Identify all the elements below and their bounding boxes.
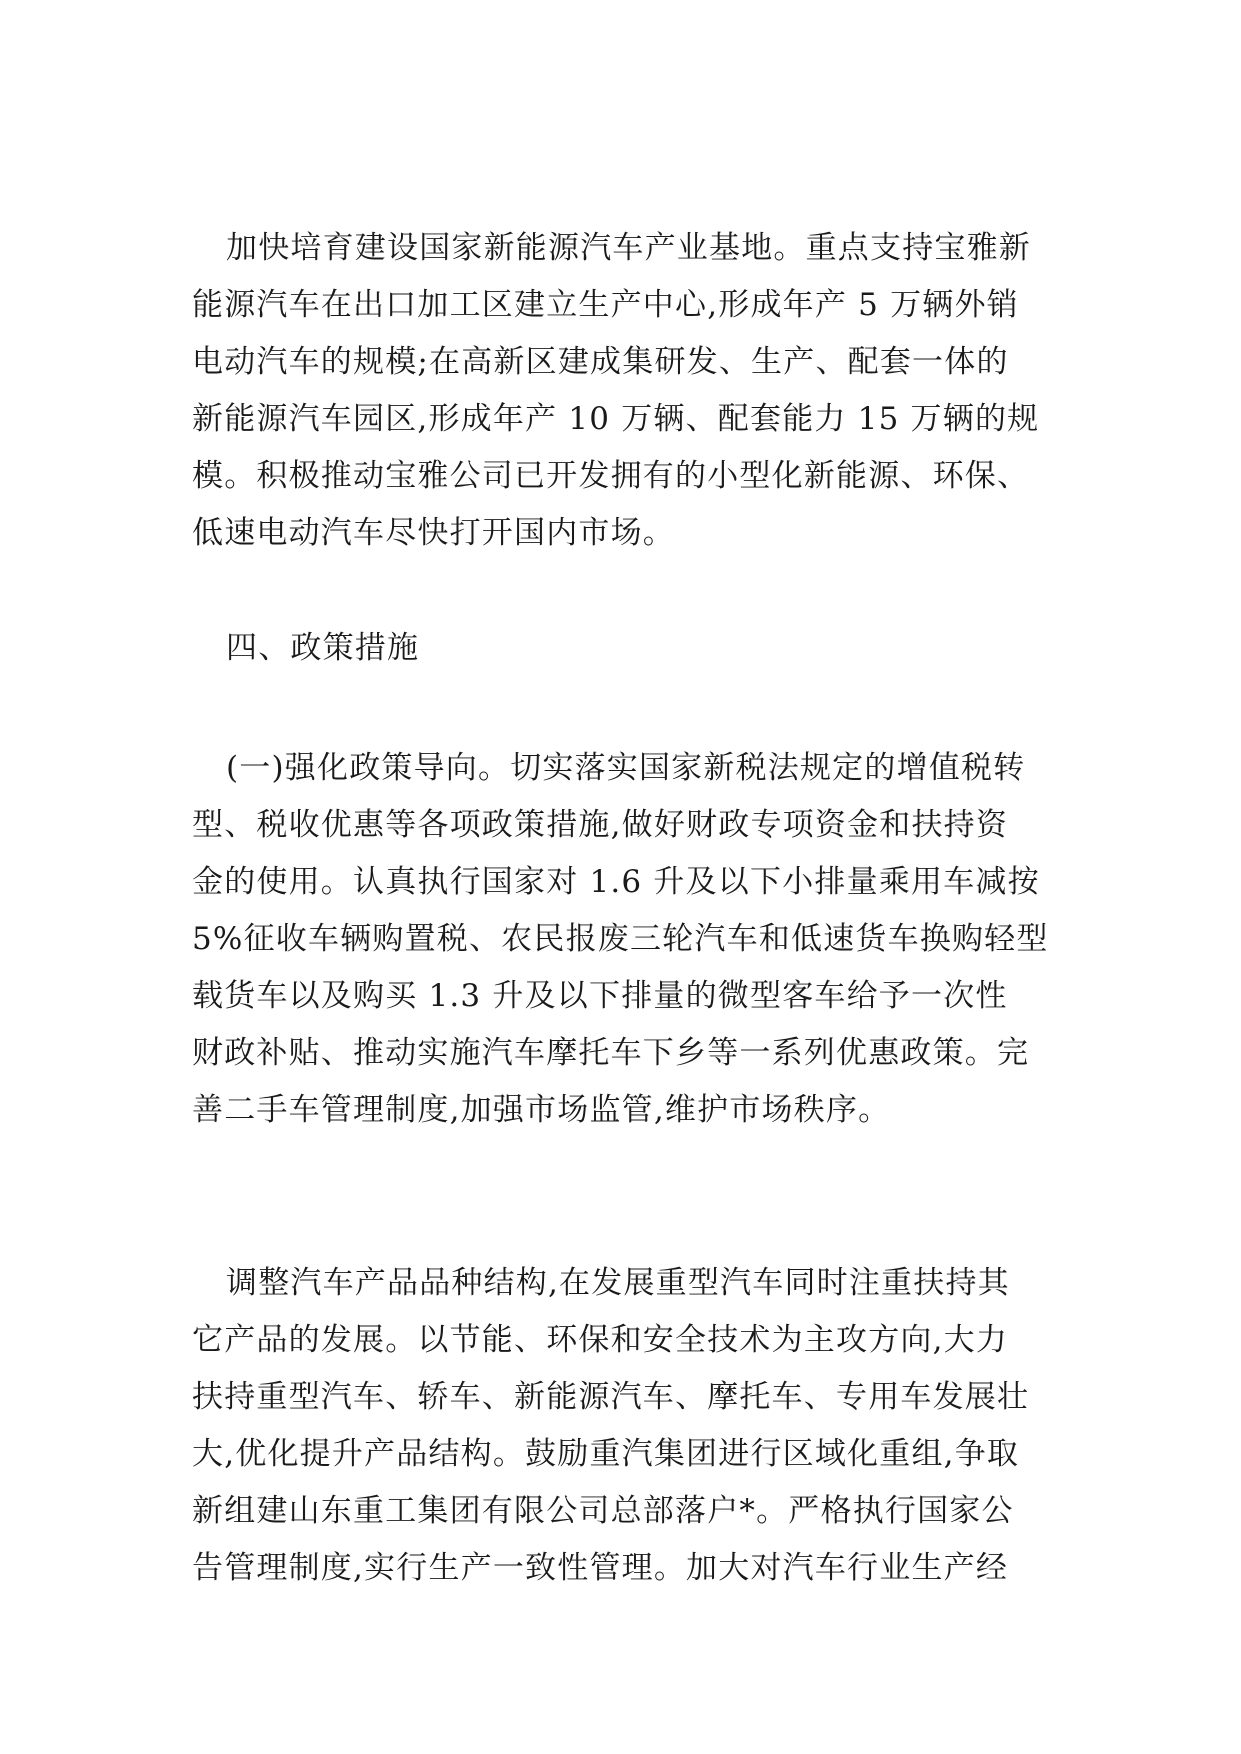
- text-line: 模。积极推动宝雅公司已开发拥有的小型化新能源、环保、: [192, 458, 1030, 494]
- section-heading-policy-measures: [192, 620, 1052, 677]
- paragraph-policy-guidance: [192, 740, 1052, 1139]
- text-line: 金的使用。认真执行国家对 1.6 升及以下小排量乘用车减按: [192, 864, 1040, 900]
- text-line: 扶持重型汽车、轿车、新能源汽车、摩托车、专用车发展壮: [192, 1379, 1030, 1415]
- text-line: 财政补贴、推动实施汽车摩托车下乡等一系列优惠政策。完: [192, 1035, 1030, 1071]
- text-line: 新能源汽车园区,形成年产 10 万辆、配套能力 15 万辆的规: [192, 401, 1040, 437]
- heading-text: 四、政策措施: [226, 630, 420, 666]
- text-line: 加快培育建设国家新能源汽车产业基地。重点支持宝雅新: [226, 230, 1031, 266]
- text-line: 善二手车管理制度,加强市场监管,维护市场秩序。: [192, 1092, 891, 1128]
- text-line: 能源汽车在出口加工区建立生产中心,形成年产 5 万辆外销: [192, 287, 1019, 323]
- paragraph-product-structure: [192, 1255, 1052, 1597]
- text-line: 低速电动汽车尽快打开国内市场。: [192, 515, 675, 551]
- text-line: 告管理制度,实行生产一致性管理。加大对汽车行业生产经: [192, 1550, 1009, 1586]
- text-line: 型、税收优惠等各项政策措施,做好财政专项资金和扶持资: [192, 807, 1009, 843]
- text-line: (一)强化政策导向。切实落实国家新税法规定的增值税转: [226, 750, 1026, 786]
- text-line: 大,优化提升产品结构。鼓励重汽集团进行区域化重组,争取: [192, 1436, 1020, 1472]
- text-line: 5%征收车辆购置税、农民报废三轮汽车和低速货车换购轻型: [192, 921, 1049, 957]
- paragraph-new-energy-base: [192, 220, 1052, 562]
- text-line: 它产品的发展。以节能、环保和安全技术为主攻方向,大力: [192, 1322, 1009, 1358]
- text-line: 电动汽车的规模;在高新区建成集研发、生产、配套一体的: [192, 344, 1009, 380]
- text-line: 新组建山东重工集团有限公司总部落户*。严格执行国家公: [192, 1493, 1014, 1529]
- text-line: 调整汽车产品品种结构,在发展重型汽车同时注重扶持其: [226, 1265, 1010, 1301]
- text-line: 载货车以及购买 1.3 升及以下排量的微型客车给予一次性: [192, 978, 1008, 1014]
